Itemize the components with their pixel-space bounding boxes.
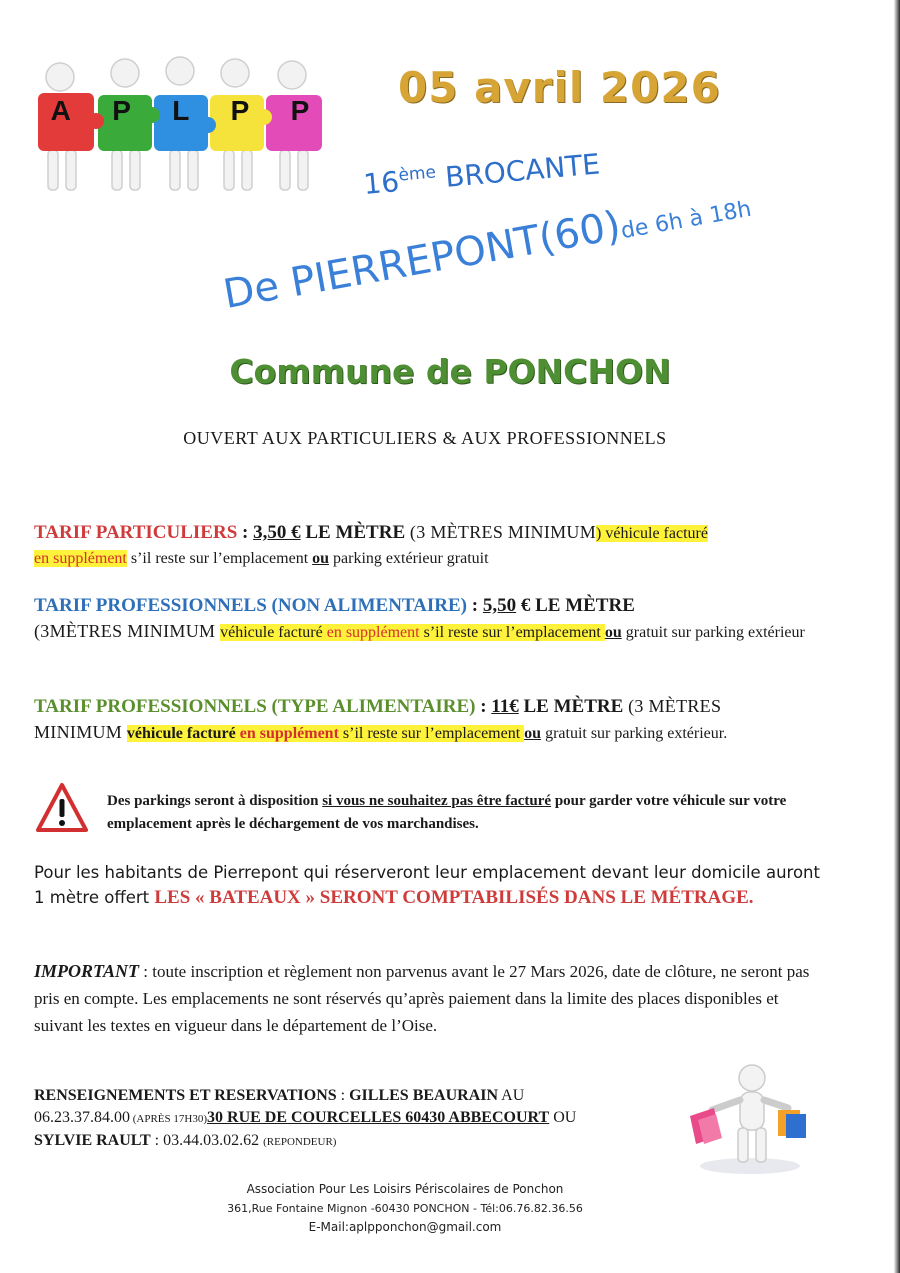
residents-text: Pour les habitants de Pierrepont qui réserveront leur emplacement devant leur domicile auront 1 mètre offert — [34, 863, 820, 907]
logo-letter: P — [290, 95, 310, 126]
aplpp-logo — [30, 55, 330, 205]
tarif-minimum: (3 MÈTRES MINIMUM — [405, 522, 597, 542]
tarif-sep: : — [237, 522, 254, 543]
tarif-highlight-vehicle: véhicule facturé — [601, 525, 708, 542]
association-footer — [200, 1180, 610, 1237]
tarif-ou: ou — [312, 550, 330, 567]
tarif-close-paren: ) — [596, 525, 602, 542]
tarif-title: TARIF PROFESSIONNELS (NON ALIMENTAIRE) — [34, 595, 468, 616]
parking-notice-underlined: si vous ne souhaitez pas être facturé — [322, 793, 552, 809]
tarif-unit: LE MÈTRE — [300, 522, 406, 543]
residents-notice — [34, 860, 824, 910]
association-email: E-Mail:aplpponchon@gmail.com — [308, 1220, 502, 1234]
tarif-rest: s’il reste sur l’emplacement — [126, 550, 313, 567]
contact-phone-1: 06.23.37.84.00 — [34, 1109, 130, 1126]
tarif-pro-alimentaire — [34, 694, 814, 746]
important-notice — [34, 958, 824, 1039]
contact-name-2: SYLVIE RAULT — [34, 1132, 151, 1149]
tarif-rest: gratuit sur parking extérieur. — [541, 725, 728, 742]
tarif-price: 5,50 — [482, 595, 517, 616]
location-de: De — [220, 260, 296, 318]
brocante-number: 16 — [362, 165, 401, 201]
association-address: 361,Rue Fontaine Mignon -60430 PONCHON - Tél:06.76.82.36.56 — [227, 1202, 583, 1215]
association-name: Association Pour Les Loisirs Périscolaires de Ponchon — [246, 1182, 564, 1196]
brocante-ordinal: ème — [397, 162, 437, 186]
brocante-title — [362, 147, 601, 201]
tarif-unit: LE MÈTRE — [518, 696, 624, 717]
brocante-word: BROCANTE — [434, 147, 602, 195]
tarif-minimum: (3MÈTRES MINIMUM — [34, 621, 221, 641]
tarif-highlight-vehicle: véhicule facturé — [126, 725, 240, 742]
important-text: : toute inscription et règlement non parvenus avant le 27 Mars 2026, date de clôture, ne seront pas pris en compte. Les emplacements ne sont réservés qu’après paiement dans la limite des places disponibles et suivant les textes en vigueur dans le département de l’Oise. — [34, 962, 810, 1035]
logo-letter: P — [230, 95, 250, 126]
residents-bateaux-notice: LES « BATEAUX » SERONT COMPTABILISÉS DANS LE MÉTRAGE. — [154, 887, 754, 908]
tarif-highlight-supplement: en supplément — [34, 550, 127, 567]
tarif-title: TARIF PROFESSIONNELS (TYPE ALIMENTAIRE) — [34, 696, 476, 717]
tarif-price: 3,50 € — [253, 522, 301, 543]
contact-sep: : — [336, 1087, 350, 1104]
logo-letters — [30, 95, 330, 127]
tarif-unit: € LE MÈTRE — [516, 595, 635, 616]
contact-block — [34, 1085, 684, 1153]
tarif-pro-non-alimentaire — [34, 593, 814, 645]
parking-notice — [107, 790, 827, 836]
contact-note-2: (REPONDEUR) — [263, 1136, 337, 1148]
important-label: IMPORTANT — [34, 961, 140, 981]
open-to-line: OUVERT AUX PARTICULIERS & AUX PROFESSIONNELS — [183, 428, 667, 448]
tarif-highlight-supplement: en supplément — [239, 725, 339, 742]
tarif-price: 11€ — [491, 696, 519, 717]
tarif-sep: : — [467, 595, 483, 616]
parking-notice-text: Des parkings seront à disposition — [107, 793, 323, 809]
location-town: PIERREPONT(60) — [287, 202, 625, 307]
tarif-ou: ou — [524, 725, 542, 742]
tarif-particuliers — [34, 520, 814, 571]
warning-triangle-icon — [36, 782, 88, 834]
shopper-figure-icon — [680, 1058, 810, 1178]
contact-au: AU — [498, 1087, 525, 1104]
tarif-highlight-vehicle: véhicule facturé — [220, 624, 327, 641]
page-edge — [894, 0, 900, 1273]
event-date: 05 avril 2026 — [398, 63, 721, 112]
tarif-minimum: (3 MÈTRES MINIMUM — [34, 696, 722, 742]
tarif-ou: ou — [604, 624, 622, 641]
tarif-rest-2: parking extérieur gratuit — [329, 550, 489, 567]
contact-name-1: GILLES BEAURAIN — [349, 1087, 499, 1104]
contact-ou: OU — [549, 1109, 577, 1126]
tarif-highlight-rest: s’il reste sur l’emplacement — [419, 624, 605, 641]
puzzle-figures-icon — [30, 55, 330, 205]
tarif-highlight-supplement: en supplément — [326, 624, 420, 641]
location-hours: de 6h à 18h — [619, 196, 754, 245]
contact-label: RENSEIGNEMENTS ET RESERVATIONS — [34, 1087, 337, 1104]
tarif-rest: gratuit sur parking extérieur — [621, 624, 805, 641]
commune-title: Commune de PONCHON — [229, 352, 671, 391]
logo-letter: A — [50, 95, 71, 126]
contact-address: 30 RUE DE COURCELLES 60430 ABBECOURT — [207, 1109, 550, 1126]
logo-letter: L — [172, 95, 190, 126]
contact-note-1: (APRÈS 17H30) — [130, 1113, 208, 1125]
contact-phone-2: : 03.44.03.02.62 — [150, 1132, 264, 1149]
parking-notice-text-2: pour garder votre véhicule sur votre emplacement après le déchargement de vos marchandises. — [107, 793, 787, 832]
tarif-highlight-rest: s’il reste sur l’emplacement — [338, 725, 525, 742]
tarif-sep: : — [475, 696, 492, 717]
tarif-title: TARIF PARTICULIERS — [34, 522, 238, 543]
logo-letter: P — [112, 95, 131, 126]
